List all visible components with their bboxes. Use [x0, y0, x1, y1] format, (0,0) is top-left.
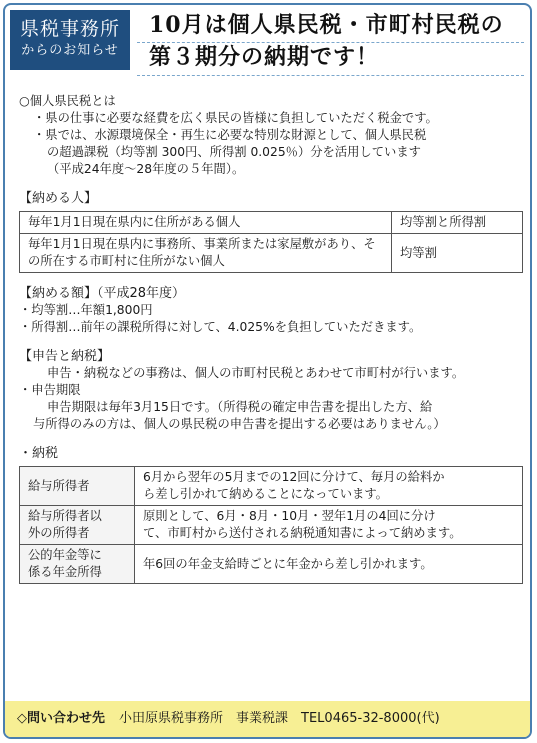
payment-desc — [135, 506, 523, 545]
intro-bullet-2-line-2: の超過課税（均等割 300円、所得割 0.025％）分を活用しています — [47, 145, 421, 159]
notice-header — [5, 5, 530, 91]
amount-heading-label: 【納める額】 — [19, 286, 98, 301]
contact-office: 小田原県税事務所 事業税課 — [119, 711, 289, 726]
deadline-line-2: 与所得のみの方は、個人の県民税の申告書を提出する必要はありません。） — [33, 417, 446, 431]
badge-main-text: 県税事務所 — [19, 18, 120, 40]
table-row — [20, 212, 523, 234]
payment-kind-line-1: 給与所得者 — [28, 478, 90, 493]
payment-desc — [135, 545, 523, 584]
amount-line-1: ・均等割…年額1,800円 — [19, 303, 153, 317]
payment-table — [19, 466, 523, 584]
intro-bullet-2-line-1: ・県では、水源環境保全・再生に必要な特別な財源として、個人県民税 — [33, 128, 427, 142]
table-row — [20, 506, 523, 545]
payers-heading: 【納める人】 — [19, 191, 98, 206]
payment-kind-line-2: 外の所得者 — [28, 526, 90, 540]
payer-tax-type: 均等割と所得割 — [392, 212, 523, 234]
payment-desc-line-1: 6月から翌年の5月までの12回に分けて、毎月の給料か — [143, 470, 445, 484]
notice-body — [19, 93, 520, 584]
filing-heading: 【申告と納税】 — [19, 349, 111, 364]
payment-desc-line-1: 年6回の年金支給時ごとに年金から差し引かれます。 — [143, 556, 433, 571]
notice-title — [149, 9, 504, 73]
amount-heading — [19, 285, 520, 302]
payer-condition: 毎年1月1日現在県内に事務所、事業所または家屋敷があり、その所在する市町村に住所がない個人 — [20, 234, 392, 273]
payment-kind-line-1: 給与所得者以 — [28, 509, 102, 523]
payment-desc-line-2: て、市町村から送付される納税通知書によって納めます。 — [143, 526, 462, 540]
intro-bullet-1: ・県の仕事に必要な経費を広く県民の皆様に負担していただく税金です。 — [33, 111, 438, 125]
badge-sub-text: からのお知らせ — [21, 43, 119, 58]
payment-desc — [135, 467, 523, 506]
title-rule-1 — [137, 42, 524, 43]
table-row — [20, 467, 523, 506]
payers-table — [19, 211, 523, 273]
filing-text: 申告・納税などの事務は、個人の市町村民税とあわせて市町村が行います。 — [47, 366, 465, 380]
payment-kind-line-2: 係る年金所得 — [28, 565, 102, 579]
intro-heading: ○個人県民税とは — [19, 94, 116, 108]
amount-line-2: ・所得割…前年の課税所得に対して、4.025%を負担していただきます。 — [19, 320, 422, 334]
title-rule-2 — [137, 75, 524, 76]
payer-tax-type: 均等割 — [392, 234, 523, 273]
payment-kind — [20, 467, 135, 506]
contact-footer — [5, 701, 530, 737]
title-line-1: 10月は個人県民税・市町村民税の — [149, 12, 504, 38]
payment-kind-line-1: 公的年金等に — [28, 548, 102, 562]
deadline-line-1: 申告期限は毎年3月15日です。（所得税の確定申告書を提出した方、給 — [47, 400, 433, 414]
office-badge — [10, 10, 130, 70]
payer-condition: 毎年1月1日現在県内に住所がある個人 — [20, 212, 392, 234]
contact-phone[interactable]: TEL0465-32-8000(代) — [301, 711, 440, 726]
payment-kind — [20, 545, 135, 584]
payment-desc-line-1: 原則として、6月・8月・10月・翌年1月の4回に分け — [143, 509, 436, 523]
notice-panel — [3, 3, 532, 739]
amount-heading-note: （平成28年度） — [97, 286, 186, 301]
contact-label: ◇問い合わせ先 — [17, 711, 105, 726]
payment-desc-line-2: ら差し引かれて納めることになっています。 — [143, 487, 388, 501]
title-line-2: 第３期分の納期です！ — [149, 44, 380, 70]
deadline-label: ・申告期限 — [19, 383, 81, 397]
table-row — [20, 234, 523, 273]
payment-kind — [20, 506, 135, 545]
table-row — [20, 545, 523, 584]
intro-bullet-2-line-3: （平成24年度〜28年度の５年間）。 — [47, 162, 245, 176]
payment-heading: ・納税 — [19, 446, 59, 461]
